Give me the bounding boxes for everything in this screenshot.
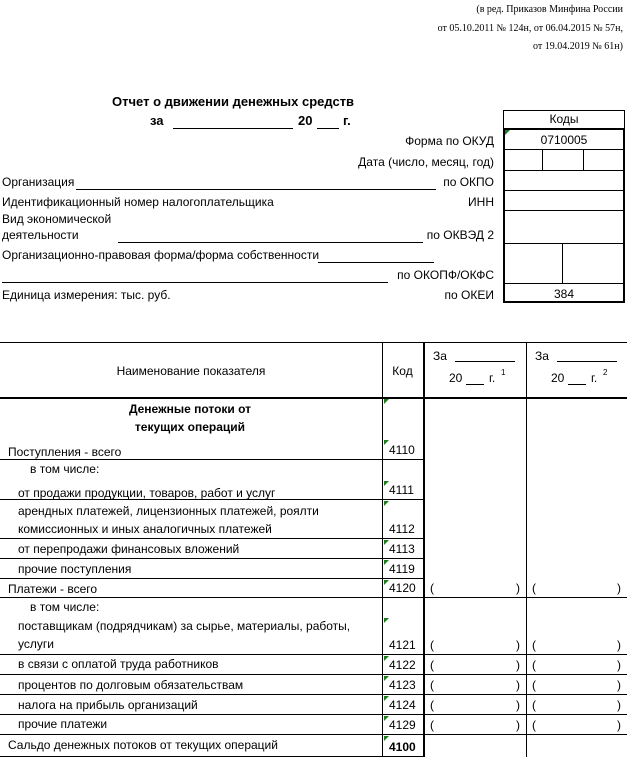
code-underline — [382, 674, 423, 675]
row-underline — [0, 558, 382, 559]
row-code: 4110 — [389, 443, 415, 457]
row-name: налога на прибыль организаций — [18, 698, 198, 712]
period1-year-line — [466, 384, 484, 385]
row-code: 4111 — [389, 483, 414, 497]
row-name: Платежи - всего — [8, 582, 98, 596]
row-name: прочие платежи — [18, 717, 108, 731]
activity-label-1: Вид экономической — [2, 212, 112, 226]
code-underline — [382, 597, 423, 598]
paren-open: ( — [430, 678, 434, 692]
row-underline — [0, 578, 382, 579]
codes-header: Коды — [549, 112, 579, 126]
title-year-line — [317, 128, 339, 129]
title-year-suffix: г. — [343, 113, 351, 128]
row-name: процентов по долговым обязательствам — [18, 678, 244, 692]
row-code: 4123 — [389, 678, 416, 692]
okopf-cell-sep — [562, 243, 563, 283]
value-underline — [424, 714, 627, 715]
paren-close: ) — [516, 638, 520, 652]
code-underline — [382, 499, 423, 500]
row-code: 4100 — [389, 740, 416, 754]
paren-open: ( — [532, 581, 536, 595]
code-underline — [382, 538, 423, 539]
row-name: арендных платежей, лицензионных платежей, роялти — [18, 504, 319, 518]
okopf-label: по ОКОПФ/ОКФС — [397, 268, 494, 282]
date-label: Дата (число, месяц, год) — [358, 155, 494, 169]
row-name-line-2: комиссионных и иных аналогичных платежей — [18, 522, 272, 536]
period2-year: 20 — [551, 371, 565, 385]
paren-close: ) — [617, 581, 621, 595]
value-underline — [424, 734, 627, 735]
cell-marker — [384, 481, 389, 486]
row-code: 4120 — [389, 581, 416, 595]
section-title-2: текущих операций — [134, 420, 246, 434]
period2-g: г. — [591, 371, 598, 385]
code-underline — [382, 578, 423, 579]
code-underline — [382, 714, 423, 715]
organization-label: Организация — [2, 175, 75, 189]
period2-line — [557, 361, 617, 362]
unit-label: Единица измерения: тыс. руб. — [2, 288, 171, 302]
row-name: от продажи продукции, товаров, работ и услуг — [18, 486, 276, 500]
cell-marker — [384, 399, 389, 404]
codes-box — [503, 128, 625, 303]
value-underline — [424, 597, 627, 598]
title-year-prefix: 20 — [298, 113, 313, 128]
row-underline — [0, 654, 382, 655]
row-name: от перепродажи финансовых вложений — [18, 542, 240, 556]
paren-close: ) — [516, 698, 520, 712]
title-za: за — [150, 113, 164, 128]
period1-line — [455, 361, 515, 362]
cell-marker — [384, 580, 389, 585]
row-underline — [0, 459, 382, 460]
cell-marker — [384, 501, 389, 506]
legal-form-line — [318, 262, 434, 263]
row-name: в связи с оплатой труда работников — [18, 657, 219, 671]
row-code: 4113 — [389, 542, 415, 556]
paren-close: ) — [617, 678, 621, 692]
row-underline — [0, 597, 382, 598]
row-name: прочие поступления — [18, 562, 132, 576]
edition-line-3: от 19.04.2019 № 61н) — [533, 41, 623, 52]
paren-open: ( — [532, 678, 536, 692]
paren-close: ) — [617, 718, 621, 732]
activity-line — [118, 242, 423, 243]
okud-value: 0710005 — [540, 133, 588, 147]
paren-close: ) — [617, 658, 621, 672]
code-underline — [382, 654, 423, 655]
paren-open: ( — [430, 698, 434, 712]
code-underline — [382, 734, 423, 735]
row-underline — [0, 674, 382, 675]
row-name: Поступления - всего — [8, 445, 122, 459]
codes-row-sep — [503, 210, 625, 211]
period2-sup: 2 — [603, 368, 608, 377]
row-code: 4129 — [389, 718, 416, 732]
okved-label: по ОКВЭД 2 — [426, 228, 494, 242]
period1-g: г. — [489, 371, 496, 385]
codes-row-sep — [503, 243, 625, 244]
cell-marker — [384, 696, 389, 701]
okei-label: по ОКЕИ — [444, 288, 494, 302]
paren-close: ) — [516, 718, 520, 732]
paren-open: ( — [430, 718, 434, 732]
paren-open: ( — [532, 658, 536, 672]
report-title: Отчет о движении денежных средств — [112, 94, 355, 109]
value-underline — [424, 674, 627, 675]
title-period-line — [173, 128, 293, 129]
cell-marker — [384, 540, 389, 545]
codes-row-sep — [503, 190, 625, 191]
okei-value: 384 — [553, 287, 575, 301]
codes-row-sep — [503, 149, 625, 150]
row-code: 4119 — [389, 562, 415, 576]
organization-line — [76, 189, 436, 190]
activity-label-2: деятельности — [2, 228, 79, 242]
edition-line-1: (в ред. Приказов Минфина России — [476, 4, 623, 15]
table-header-bottom — [0, 397, 627, 399]
row-name: поставщикам (подрядчикам) за сырье, материалы, работы, — [18, 619, 351, 633]
paren-open: ( — [430, 658, 434, 672]
row-code: 4122 — [389, 658, 416, 672]
value-underline — [424, 694, 627, 695]
period2-year-line — [568, 384, 586, 385]
col-name-header: Наименование показателя — [116, 364, 266, 378]
paren-close: ) — [617, 638, 621, 652]
code-underline — [382, 558, 423, 559]
date-cell-sep — [542, 149, 543, 170]
cell-marker — [384, 716, 389, 721]
row-name: в том числе: — [30, 462, 100, 476]
okud-label: Форма по ОКУД — [405, 134, 494, 148]
row-underline — [0, 714, 382, 715]
row-underline — [0, 694, 382, 695]
codes-row-sep — [503, 170, 625, 171]
col-code-header: Код — [392, 364, 413, 378]
row-name: в том числе: — [30, 600, 100, 614]
period1-year: 20 — [449, 371, 463, 385]
okpo-label: по ОКПО — [443, 175, 494, 189]
edition-line-2: от 05.10.2011 № 124н, от 06.04.2015 № 57н, — [437, 23, 623, 34]
code-underline — [382, 459, 423, 460]
paren-open: ( — [532, 718, 536, 732]
cell-marker — [384, 560, 389, 565]
inn-label: ИНН — [468, 195, 494, 209]
paren-close: ) — [516, 658, 520, 672]
section-title-1: Денежные потоки от — [128, 402, 252, 416]
paren-close: ) — [516, 678, 520, 692]
row-underline — [0, 734, 382, 735]
legal-form-line-2 — [2, 282, 388, 283]
row-name: Сальдо денежных потоков от текущих операций — [8, 738, 278, 752]
period1-za: За — [433, 349, 447, 363]
inn-label-left: Идентификационный номер налогоплательщика — [2, 195, 274, 209]
paren-close: ) — [516, 581, 520, 595]
row-code: 4124 — [389, 698, 416, 712]
paren-open: ( — [430, 638, 434, 652]
cell-marker — [384, 440, 389, 445]
date-cell-sep — [583, 149, 584, 170]
row-underline — [0, 499, 382, 500]
period1-sup: 1 — [501, 368, 506, 377]
table-top-border — [0, 342, 627, 343]
row-underline — [0, 538, 382, 539]
row-name-line-2: услуги — [18, 637, 54, 651]
cell-marker — [384, 656, 389, 661]
legal-form-label: Организационно-правовая форма/форма собственности — [2, 248, 320, 262]
paren-open: ( — [532, 638, 536, 652]
codes-header-cell — [503, 110, 625, 129]
row-code: 4112 — [389, 522, 415, 536]
paren-close: ) — [617, 698, 621, 712]
paren-open: ( — [532, 698, 536, 712]
value-underline — [424, 654, 627, 655]
cell-marker — [384, 736, 389, 741]
paren-open: ( — [430, 581, 434, 595]
codes-row-sep — [503, 283, 625, 284]
cell-marker — [384, 618, 389, 623]
cell-marker — [384, 676, 389, 681]
code-underline — [382, 694, 423, 695]
period2-za: За — [535, 349, 549, 363]
row-code: 4121 — [389, 638, 416, 652]
